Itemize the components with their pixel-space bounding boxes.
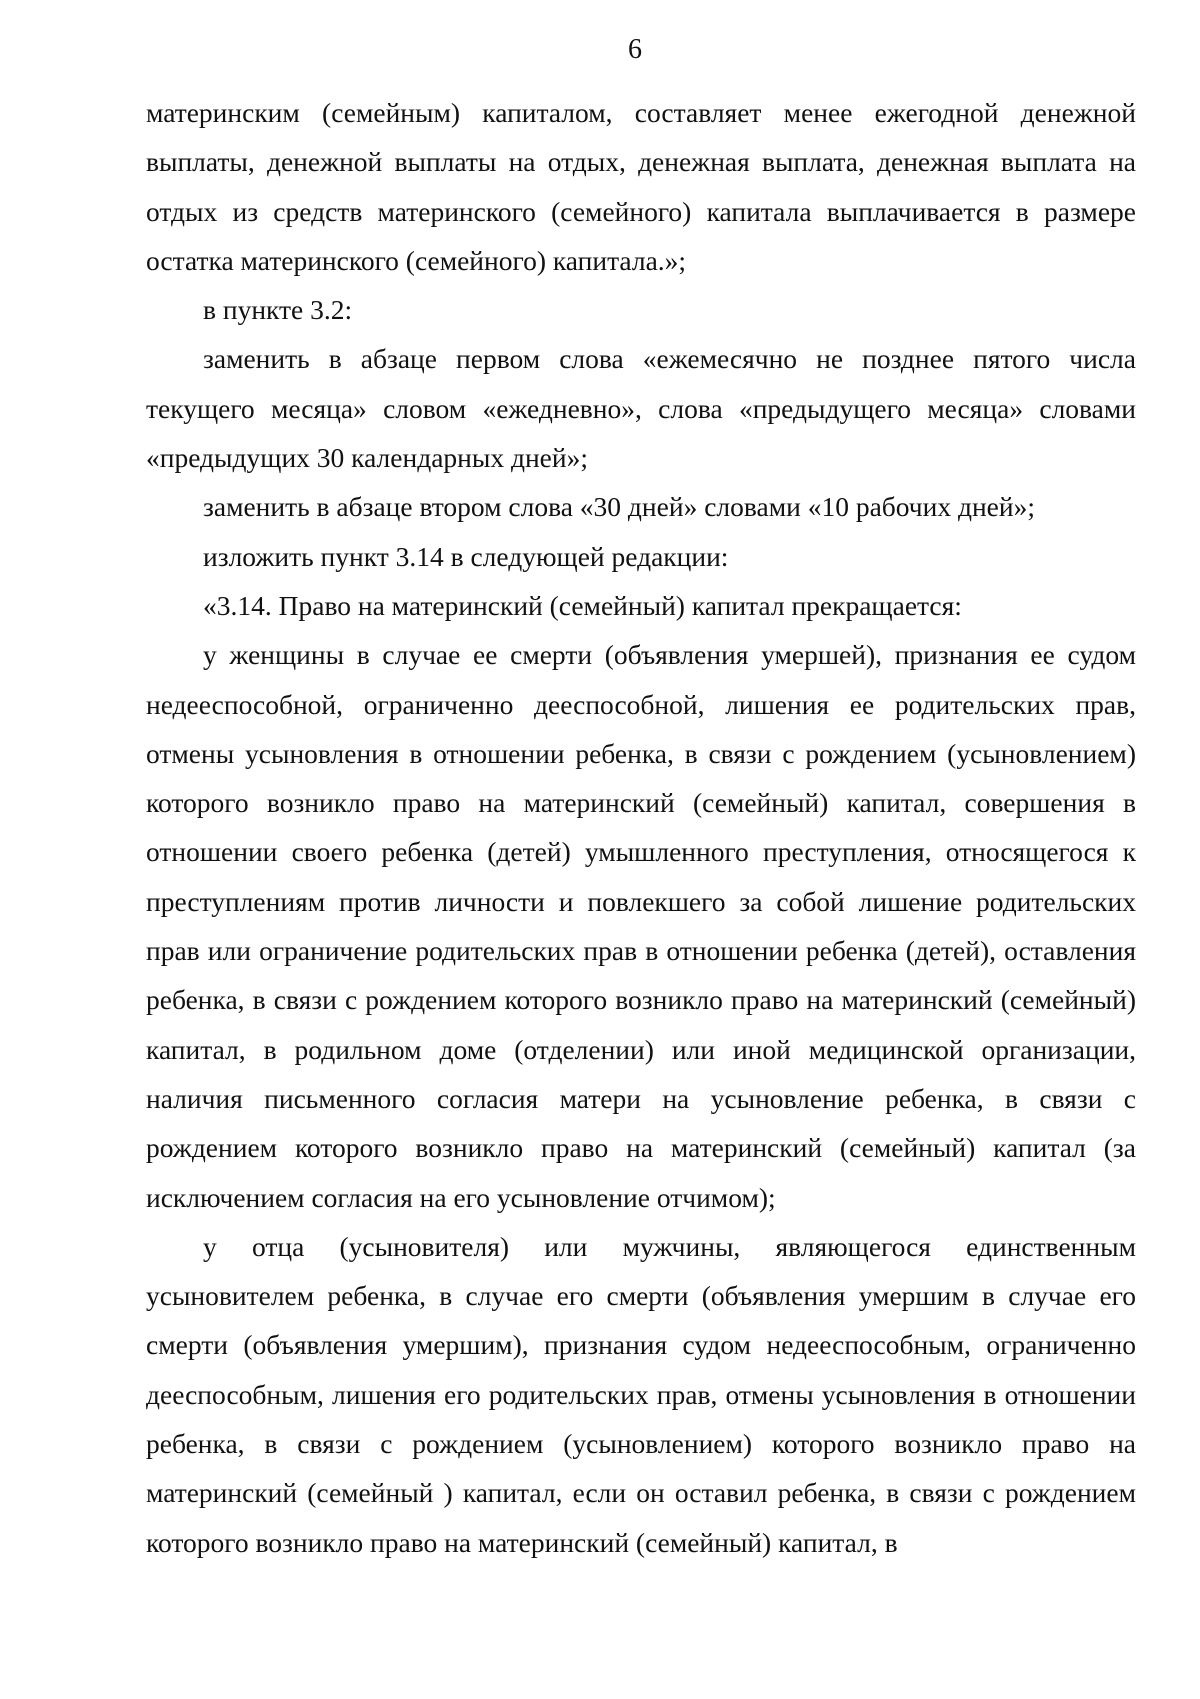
paragraph-point-3-14-intro: изложить пункт 3.14 в следующей редакции: <box>203 540 729 572</box>
paragraph-capital-remainder: материнским (семейным) капиталом, составляет менее ежегодной денежной выплаты, денежной выплаты на отдых, денежная выплата, денежная выплата на отдых из средств материнского (семейного) капитала выплачивается в размере остатка материнского (семейного) капитала.»; <box>146 97 1136 276</box>
paragraph-point-3-2-heading: в пункте 3.2: <box>203 294 353 326</box>
page-number: 6 <box>628 34 642 65</box>
paragraph-father-termination: у отца (усыновителя) или мужчины, являющегося единственным усыновителем ребенка, в случае его смерти (объявления умершим в случае его смерти (объявления умершим), признания судом недееспособным, ограниченно дееспособным, лишения его родительских прав, отмены усыновления в отношении ребенка, в связи с рождением (усыновлением) которого возникло право на материнский (семейный ) капитал, если он оставил ребенка, в связи с рождением которого возникло право на материнский (семейный) капитал, в <box>146 1230 1136 1558</box>
paragraph-first-abzats-change: заменить в абзаце первом слова «ежемесячно не позднее пятого числа текущего месяца» словом «ежедневно», слова «предыдущего месяца» словами «предыдущих 30 календарных дней»; <box>146 343 1136 474</box>
paragraph-second-abzats-change: заменить в абзаце втором слова «30 дней» словами «10 рабочих дней»; <box>203 491 1035 523</box>
paragraph-point-3-14-title: «3.14. Право на материнский (семейный) капитал прекращается: <box>203 589 962 621</box>
document-body <box>146 88 1136 1567</box>
paragraph-woman-termination: у женщины в случае ее смерти (объявления умершей), признания ее судом недееспособной, ограниченно дееспособной, лишения ее родительских прав, отмены усыновления в отношении ребенка, в связи с рождением (усыновлением) которого возникло право на материнский (семейный) капитал, совершения в отношении своего ребенка (детей) умышленного преступления, относящегося к преступлениям против личности и повлекшего за собой лишение родительских прав или ограничение родительских прав в отношении ребенка (детей), оставления ребенка, в связи с рождением которого возникло право на материнский (семейный) капитал, в родильном доме (отделении) или иной медицинской организации, наличия письменного согласия матери на усыновление ребенка, в связи с рождением которого возникло право на материнский (семейный) капитал (за исключением согласия на его усыновление отчимом); <box>146 639 1136 1213</box>
